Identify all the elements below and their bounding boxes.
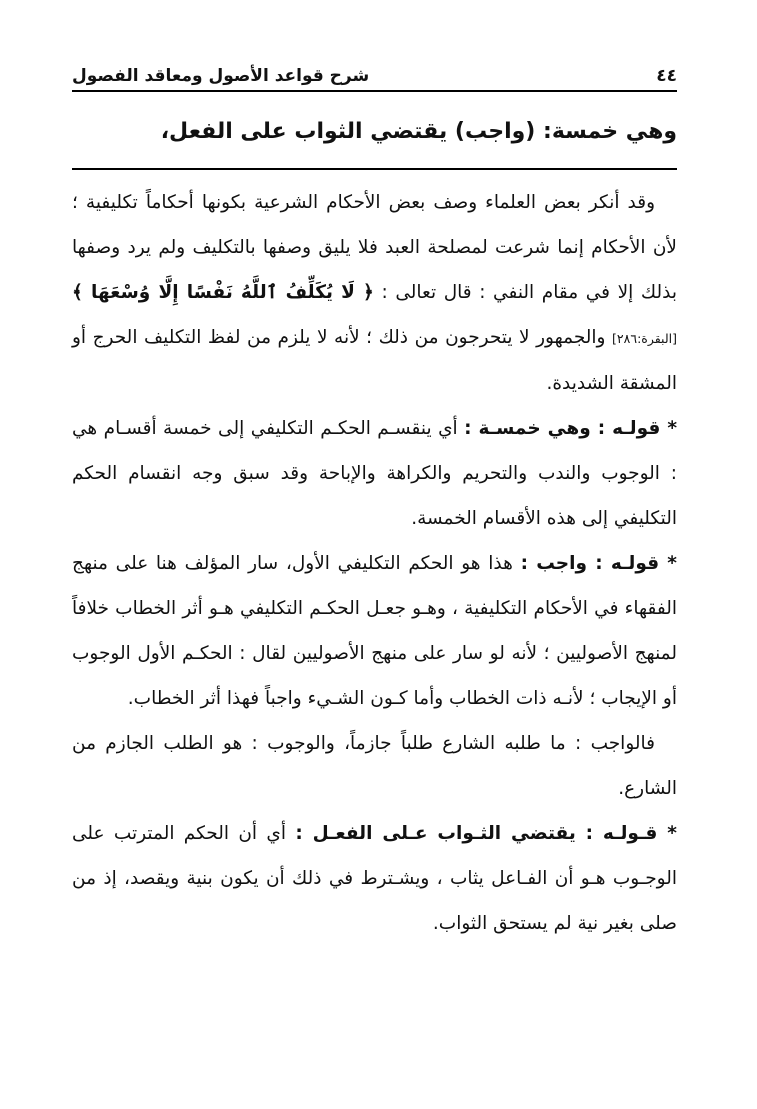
paragraph-5-text: أي أن الحكم المترتب على الوجـوب هـو أن الفـاعل يثاب ، ويشـترط في ذلك أن يكون بنية ويقصد، إذ من صلى بغير نية لم يستحق الثواب. <box>72 823 677 934</box>
commentary-body <box>72 180 677 946</box>
running-header <box>72 60 677 86</box>
paragraph-4 <box>72 721 677 811</box>
paragraph-3 <box>72 541 677 721</box>
header-rule <box>72 90 677 92</box>
paragraph-1-text-b: والجمهور لا يتحرجون من ذلك ؛ لأنه لا يلزم من لفظ التكليف الحرج أو المشقة الشديدة. <box>72 327 677 394</box>
paragraph-4-text: فالواجب : ما طلبه الشارع طلباً جازماً، والوجوب : هو الطلب الجازم من الشارع. <box>72 733 677 799</box>
paragraph-2 <box>72 406 677 541</box>
book-title: شرح قواعد الأصول ومعاقد الفصول <box>72 66 370 86</box>
quran-verse: ﴿ لَا يُكَلِّفُ ٱللَّهُ نَفْسًا إِلَّا وُسْعَهَا ﴾ <box>72 282 374 303</box>
page-number: ٤٤ <box>656 66 677 86</box>
paragraph-3-lead: * قولـه : واجب : <box>520 553 677 574</box>
paragraph-3-text: هذا هو الحكم التكليفي الأول، سار المؤلف هنا على منهج الفقهاء في الأحكام التكليفية ، وهـو جعـل الحكـم التكليفي هـو أثر الخطاب خلافاً لمنهج الأصوليين ؛ لأنه لو سار على منهج الأصوليين لقال : الحكـم الأول الوجوب أو الإيجاب ؛ لأنـه ذات الخطاب وأما كـون الشـيء واجباً فهذا أثر الخطاب. <box>72 553 677 709</box>
verse-reference: [البقرة:٢٨٦] <box>612 331 677 346</box>
paragraph-5-lead: * قـولـه : يقتضي الثـواب عـلى الفعـل : <box>295 823 677 844</box>
matn-text: وهي خمسة: (واجب) يقتضي الثواب على الفعل، <box>160 119 677 144</box>
paragraph-2-lead: * قولـه : وهي خمسـة : <box>464 418 677 439</box>
paragraph-1-text-a: وقد أنكر بعض العلماء وصف بعض الأحكام الشرعية بكونها أحكاماً تكليفية ؛ لأن الأحكام إنما شرعت لمصلحة العبد فلا يليق وصفها بالتكليف ولم يرد وصفها بذلك إلا في مقام النفي : قال تعالى : <box>72 192 677 303</box>
paragraph-2-text: أي ينقسـم الحكـم التكليفي إلى خمسة أقسـام هي : الوجوب والندب والتحريم والكراهة والإباحة وقد سبق وجه انقسام الحكم التكليفي إلى هذه الأقسام الخمسة. <box>72 418 677 529</box>
paragraph-1 <box>72 180 677 406</box>
matn-separator-rule <box>72 168 677 170</box>
paragraph-5 <box>72 811 677 946</box>
